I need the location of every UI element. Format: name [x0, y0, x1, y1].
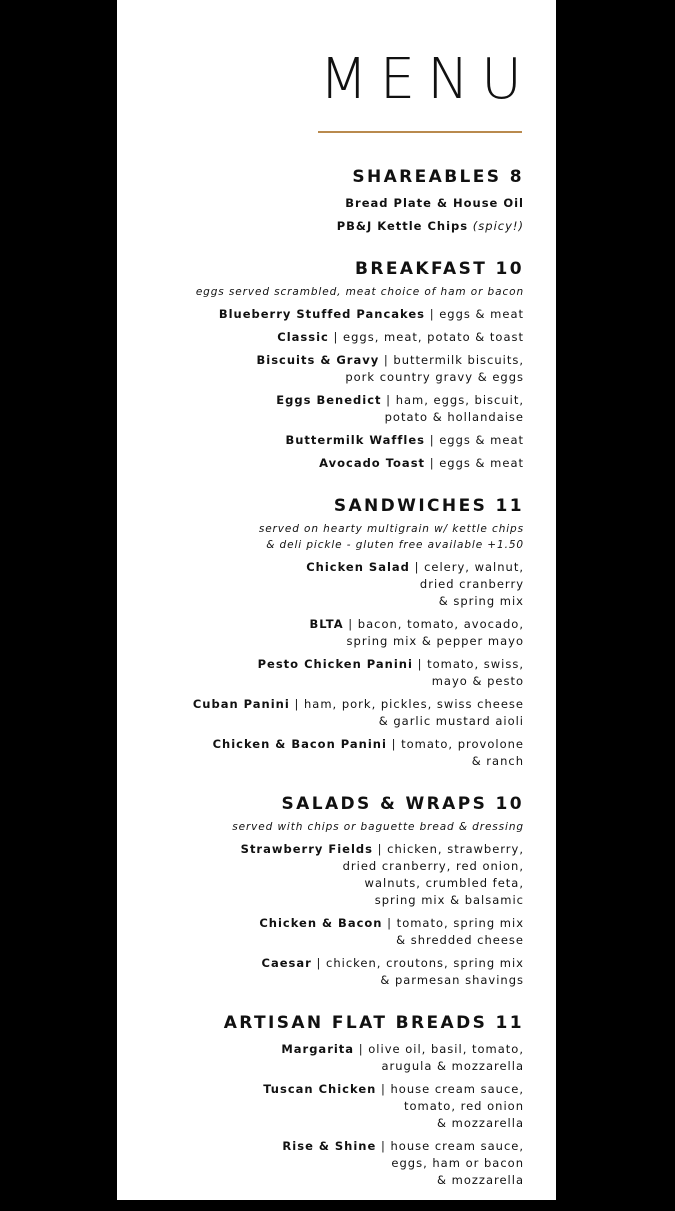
- item-description: & ranch: [471, 754, 524, 768]
- item-description: mayo & pesto: [431, 674, 524, 688]
- item-description: | eggs & meat: [429, 456, 524, 470]
- menu-item: [114, 736, 524, 770]
- menu-item: [114, 218, 524, 235]
- item-description: & parmesan shavings: [380, 973, 524, 987]
- menu-item: [114, 329, 524, 346]
- item-first-line: [114, 616, 524, 633]
- item-name: Margarita: [281, 1042, 355, 1056]
- item-description: | eggs, meat, potato & toast: [333, 330, 524, 344]
- item-first-line: [114, 218, 524, 235]
- menu-item: [114, 306, 524, 323]
- item-name: Chicken & Bacon Panini: [212, 737, 387, 751]
- section-note: & deli pickle - gluten free available +1.50: [266, 539, 524, 551]
- item-first-line: [114, 1041, 524, 1058]
- item-name: Chicken & Bacon: [259, 916, 383, 930]
- menu-item: [114, 841, 524, 909]
- item-description: tomato, red onion: [403, 1099, 524, 1113]
- menu-item: [114, 352, 524, 386]
- item-name: Rise & Shine: [282, 1139, 377, 1153]
- item-name: Classic: [277, 330, 329, 344]
- section-note: served on hearty multigrain w/ kettle chips: [258, 523, 524, 535]
- menu-section: [114, 792, 524, 989]
- item-name: Eggs Benedict: [276, 393, 382, 407]
- item-first-line: [114, 352, 524, 369]
- section-title: SHAREABLES 8: [352, 167, 524, 187]
- item-description: | bacon, tomato, avocado,: [348, 617, 524, 631]
- section-title: ARTISAN FLAT BREADS 11: [223, 1013, 524, 1033]
- menu-page: [117, 0, 556, 1200]
- item-description: | house cream sauce,: [380, 1139, 524, 1153]
- menu-section: [114, 1011, 524, 1189]
- item-name: Bread Plate & House Oil: [345, 196, 524, 210]
- item-description: potato & hollandaise: [384, 410, 524, 424]
- item-first-line: [114, 195, 524, 212]
- item-description: | chicken, croutons, spring mix: [316, 956, 524, 970]
- item-description: | house cream sauce,: [380, 1082, 524, 1096]
- item-description: eggs, ham or bacon: [391, 1156, 524, 1170]
- item-name: Pesto Chicken Panini: [257, 657, 413, 671]
- menu-item: [114, 915, 524, 949]
- item-description: | tomato, spring mix: [387, 916, 524, 930]
- section-title: SALADS & WRAPS 10: [281, 794, 524, 814]
- item-description: | olive oil, basil, tomato,: [358, 1042, 524, 1056]
- item-description: | ham, pork, pickles, swiss cheese: [294, 697, 524, 711]
- item-first-line: [114, 955, 524, 972]
- item-description: pork country gravy & eggs: [345, 370, 524, 384]
- item-description: & shredded cheese: [396, 933, 524, 947]
- item-description: dried cranberry: [419, 577, 524, 591]
- item-suffix: (spicy!): [472, 219, 524, 233]
- item-first-line: [114, 736, 524, 753]
- section-note: eggs served scrambled, meat choice of ham or bacon: [195, 286, 524, 298]
- item-description: | chicken, strawberry,: [377, 842, 524, 856]
- item-description: | celery, walnut,: [414, 560, 524, 574]
- menu-item: [114, 616, 524, 650]
- item-description: walnuts, crumbled feta,: [364, 876, 524, 890]
- item-first-line: [114, 432, 524, 449]
- section-title: BREAKFAST 10: [354, 259, 524, 279]
- menu-section: [114, 165, 524, 235]
- section-note: served with chips or baguette bread & dressing: [232, 821, 524, 833]
- item-name: Caesar: [261, 956, 312, 970]
- item-first-line: [114, 392, 524, 409]
- item-first-line: [114, 915, 524, 932]
- menu-item: [114, 1041, 524, 1075]
- menu-item: [114, 432, 524, 449]
- menu-item: [114, 392, 524, 426]
- item-name: Biscuits & Gravy: [256, 353, 380, 367]
- item-description: | buttermilk biscuits,: [383, 353, 524, 367]
- item-description: & spring mix: [438, 594, 524, 608]
- item-description: | ham, eggs, biscuit,: [386, 393, 524, 407]
- item-name: PB&J Kettle Chips: [336, 219, 469, 233]
- item-first-line: [114, 455, 524, 472]
- menu-content: [114, 165, 524, 1211]
- item-first-line: [114, 329, 524, 346]
- title-divider: [318, 131, 522, 133]
- item-first-line: [114, 1081, 524, 1098]
- menu-section: [114, 257, 524, 472]
- item-name: Tuscan Chicken: [263, 1082, 377, 1096]
- item-name: Avocado Toast: [319, 456, 426, 470]
- section-title: SANDWICHES 11: [333, 496, 524, 516]
- item-name: Chicken Salad: [306, 560, 410, 574]
- item-description: | tomato, provolone: [391, 737, 524, 751]
- menu-item: [114, 656, 524, 690]
- menu-item: [114, 1138, 524, 1189]
- item-first-line: [114, 656, 524, 673]
- menu-item: [114, 955, 524, 989]
- item-name: Cuban Panini: [192, 697, 290, 711]
- item-first-line: [114, 696, 524, 713]
- menu-section: [114, 494, 524, 770]
- menu-item: [114, 195, 524, 212]
- item-description: & garlic mustard aioli: [378, 714, 524, 728]
- item-description: & mozzarella: [437, 1116, 524, 1130]
- item-name: Blueberry Stuffed Pancakes: [218, 307, 426, 321]
- item-description: spring mix & pepper mayo: [346, 634, 524, 648]
- item-first-line: [114, 306, 524, 323]
- menu-item: [114, 455, 524, 472]
- item-description: dried cranberry, red onion,: [342, 859, 524, 873]
- item-name: Buttermilk Waffles: [285, 433, 426, 447]
- item-description: | eggs & meat: [429, 307, 524, 321]
- item-first-line: [114, 559, 524, 576]
- item-name: BLTA: [309, 617, 344, 631]
- item-description: spring mix & balsamic: [374, 893, 524, 907]
- item-first-line: [114, 841, 524, 858]
- menu-item: [114, 696, 524, 730]
- item-description: & mozzarella: [437, 1173, 524, 1187]
- menu-title: MENU: [319, 47, 534, 112]
- menu-item: [114, 559, 524, 610]
- menu-item: [114, 1081, 524, 1132]
- item-description: | tomato, swiss,: [417, 657, 524, 671]
- item-description: arugula & mozzarella: [381, 1059, 524, 1073]
- item-first-line: [114, 1138, 524, 1155]
- item-name: Strawberry Fields: [240, 842, 373, 856]
- item-description: | eggs & meat: [429, 433, 524, 447]
